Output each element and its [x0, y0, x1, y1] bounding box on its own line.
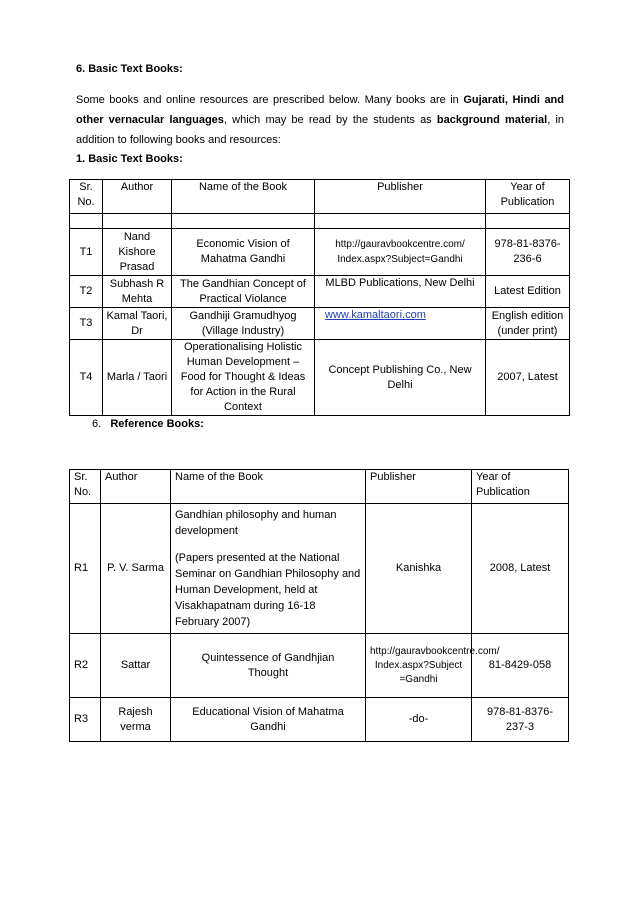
cell-year: 978-81-8376-236-6	[486, 229, 570, 276]
cell-publisher: Concept Publishing Co., New Delhi	[315, 340, 486, 416]
cell-year: 978-81-8376-237-3	[472, 698, 569, 742]
cell-author: Subhash R Mehta	[103, 276, 172, 308]
table-row	[70, 340, 570, 416]
header-sr-no: Sr. No.	[70, 180, 103, 214]
cell-book: Quintessence of Gandhjian Thought	[171, 634, 366, 698]
header-author: Author	[103, 180, 172, 214]
heading-text: Reference Books:	[110, 418, 204, 430]
cell-sr: R3	[70, 698, 101, 742]
cell-book: Economic Vision of Mahatma Gandhi	[172, 229, 315, 276]
table-header-row	[70, 470, 569, 504]
table-row	[70, 504, 569, 634]
header-year: Year of Publication	[472, 470, 569, 504]
cell-sr: T3	[70, 308, 103, 340]
header-book-name: Name of the Book	[172, 180, 315, 214]
cell-publisher: MLBD Publications, New Delhi	[315, 276, 486, 308]
book-note: (Papers presented at the National Seminar on Gandhian Philosophy and Human Development, held at Visakhapatnam during 16-18 February 2007)	[175, 552, 361, 628]
cell-book: The Gandhian Concept of Practical Violance	[172, 276, 315, 308]
cell-author: Nand Kishore Prasad	[103, 229, 172, 276]
table-row	[70, 308, 570, 340]
cell-book: Educational Vision of Mahatma Gandhi	[171, 698, 366, 742]
cell-publisher: Kanishka	[366, 504, 472, 634]
cell-sr: T2	[70, 276, 103, 308]
publisher-website-link[interactable]: www.kamaltaori.com	[315, 308, 486, 340]
cell-author: Marla / Taori	[103, 340, 172, 416]
intro-bold-languages: Gujarati, Hindi and other vernacular languages	[76, 94, 564, 126]
cell-year: English edition (under print)	[486, 308, 570, 340]
heading-number: 6.	[92, 418, 102, 430]
header-year: Year of Publication	[486, 180, 570, 214]
cell-book	[171, 504, 366, 634]
cell-author: Kamal Taori, Dr	[103, 308, 172, 340]
cell-year: 81-8429-058	[472, 634, 569, 698]
cell-publisher: http://gauravbookcentre.com/ Index.aspx?Subject =Gandhi	[366, 634, 472, 698]
table-row	[70, 634, 569, 698]
cell-sr: R2	[70, 634, 101, 698]
table-spacer-row	[70, 214, 570, 229]
cell-book: Operationalising Holistic Human Development – Food for Thought & Ideas for Action in the Rural Context	[172, 340, 315, 416]
cell-year: Latest Edition	[486, 276, 570, 308]
cell-sr: T4	[70, 340, 103, 416]
table-row	[70, 698, 569, 742]
table-row	[70, 229, 570, 276]
cell-year: 2008, Latest	[472, 504, 569, 634]
cell-sr: R1	[70, 504, 101, 634]
intro-text: , in addition to following books and resources:	[76, 114, 565, 146]
intro-text: , which may be read by the students as	[223, 114, 437, 126]
book-title: Gandhian philosophy and human development	[175, 509, 337, 537]
header-publisher: Publisher	[366, 470, 472, 504]
intro-text: Some books and online resources are prescribed below. Many books are in	[76, 94, 464, 106]
basic-text-books-table	[69, 179, 570, 416]
subheading-basic-text-books: 1. Basic Text Books:	[76, 153, 183, 165]
cell-author: Rajesh verma	[101, 698, 171, 742]
header-sr-no: Sr. No.	[70, 470, 101, 504]
table-row	[70, 276, 570, 308]
intro-paragraph	[76, 90, 564, 150]
cell-author: P. V. Sarma	[101, 504, 171, 634]
cell-year: 2007, Latest	[486, 340, 570, 416]
reference-books-table	[69, 469, 569, 742]
cell-publisher: http://gauravbookcentre.com/ Index.aspx?Subject=Gandhi	[315, 229, 486, 276]
table-header-row	[70, 180, 570, 214]
cell-sr: T1	[70, 229, 103, 276]
section-heading-reference-books	[92, 418, 204, 430]
cell-author: Sattar	[101, 634, 171, 698]
cell-publisher: -do-	[366, 698, 472, 742]
header-book-name: Name of the Book	[171, 470, 366, 504]
intro-bold-background: background material	[436, 114, 548, 126]
header-author: Author	[101, 470, 171, 504]
header-publisher: Publisher	[315, 180, 486, 214]
section-heading-basic-text-books: 6. Basic Text Books:	[76, 63, 183, 75]
cell-book: Gandhiji Gramudhyog (Village Industry)	[172, 308, 315, 340]
